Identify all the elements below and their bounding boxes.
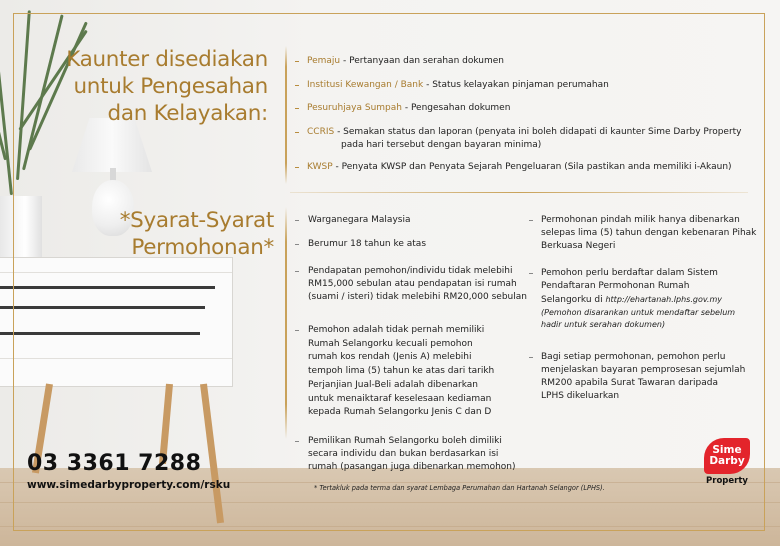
list-item: Pemaju - Pertanyaan dan serahan dokumen — [307, 56, 505, 66]
list-item: Warganegara Malaysia — [308, 215, 411, 225]
gold-divider — [285, 207, 287, 439]
list-item: KWSP - Penyata KWSP dan Penyata Sejarah Pengeluaran (Sila pastikan anda memiliki i-Akaun) — [307, 162, 732, 172]
registration-url: http://ehartanah.lphs.gov.my — [605, 295, 722, 304]
list-item: Pesuruhjaya Sumpah - Pengesahan dokumen — [307, 103, 511, 113]
list-item: CCRIS - Semakan status dan laporan (penyata ini boleh didapati di kaunter Sime Darby Property pada hari tersebut dengan bayaran minima) — [307, 127, 742, 150]
list-item: Institusi Kewangan / Bank - Status kelayakan pinjaman perumahan — [307, 80, 609, 90]
requirements-heading: *Syarat-Syarat Permohonan* — [119, 208, 274, 260]
phone-number: 03 3361 7288 — [27, 451, 202, 476]
list-item: Pemohon perlu berdaftar dalam Sistem Pendaftaran Permohonan Rumah Selangorku di http://ehartanah.lphs.gov.my (Pemohon disarankan untuk mendaftar sebelum hadir untuk serahan dokumen) — [541, 268, 736, 329]
list-item: Berumur 18 tahun ke atas — [308, 239, 427, 249]
footnote: * Tertakluk pada terma dan syarat Lembaga Perumahan dan Hartanah Selangor (LPHS). — [314, 484, 605, 492]
gold-divider — [290, 192, 748, 193]
list-item: Pemilikan Rumah Selangorku boleh dimiliki secara individu dan bukan berdasarkan isi rumah (pasangan juga dibenarkan memohon) — [308, 436, 516, 472]
list-item: Pendapatan pemohon/individu tidak melebihi RM15,000 sebulan atau pendapatan isi rumah (suami / isteri) tidak melebihi RM20,000 sebulan — [308, 266, 527, 302]
sime-darby-logo: Sime Darby Property — [704, 438, 750, 490]
list-item: Permohonan pindah milik hanya dibenarkan selepas lima (5) tahun dengan kebenaran Pihak Berkuasa Negeri — [541, 215, 757, 251]
list-item: Pemohon adalah tidak pernah memiliki Rumah Selangorku kecuali pemohon rumah kos rendah (Jenis A) melebihi tempoh lima (5) tahun ke atas dari tarikh Perjanjian Jual-Beli adalah dibenarkan untuk menaiktaraf keselesaan kediaman kepada Rumah Selangorku Jenis C dan D — [308, 325, 495, 418]
website-url: www.simedarbyproperty.com/rsku — [27, 479, 231, 491]
gold-divider — [285, 46, 287, 184]
counters-heading: Kaunter disediakan untuk Pengesahan dan Kelayakan: — [66, 47, 268, 126]
list-item: Bagi setiap permohonan, pemohon perlu menjelaskan bayaran pemprosesan sejumlah RM200 apabila Surat Tawaran daripada LPHS dikeluarkan — [541, 352, 746, 401]
